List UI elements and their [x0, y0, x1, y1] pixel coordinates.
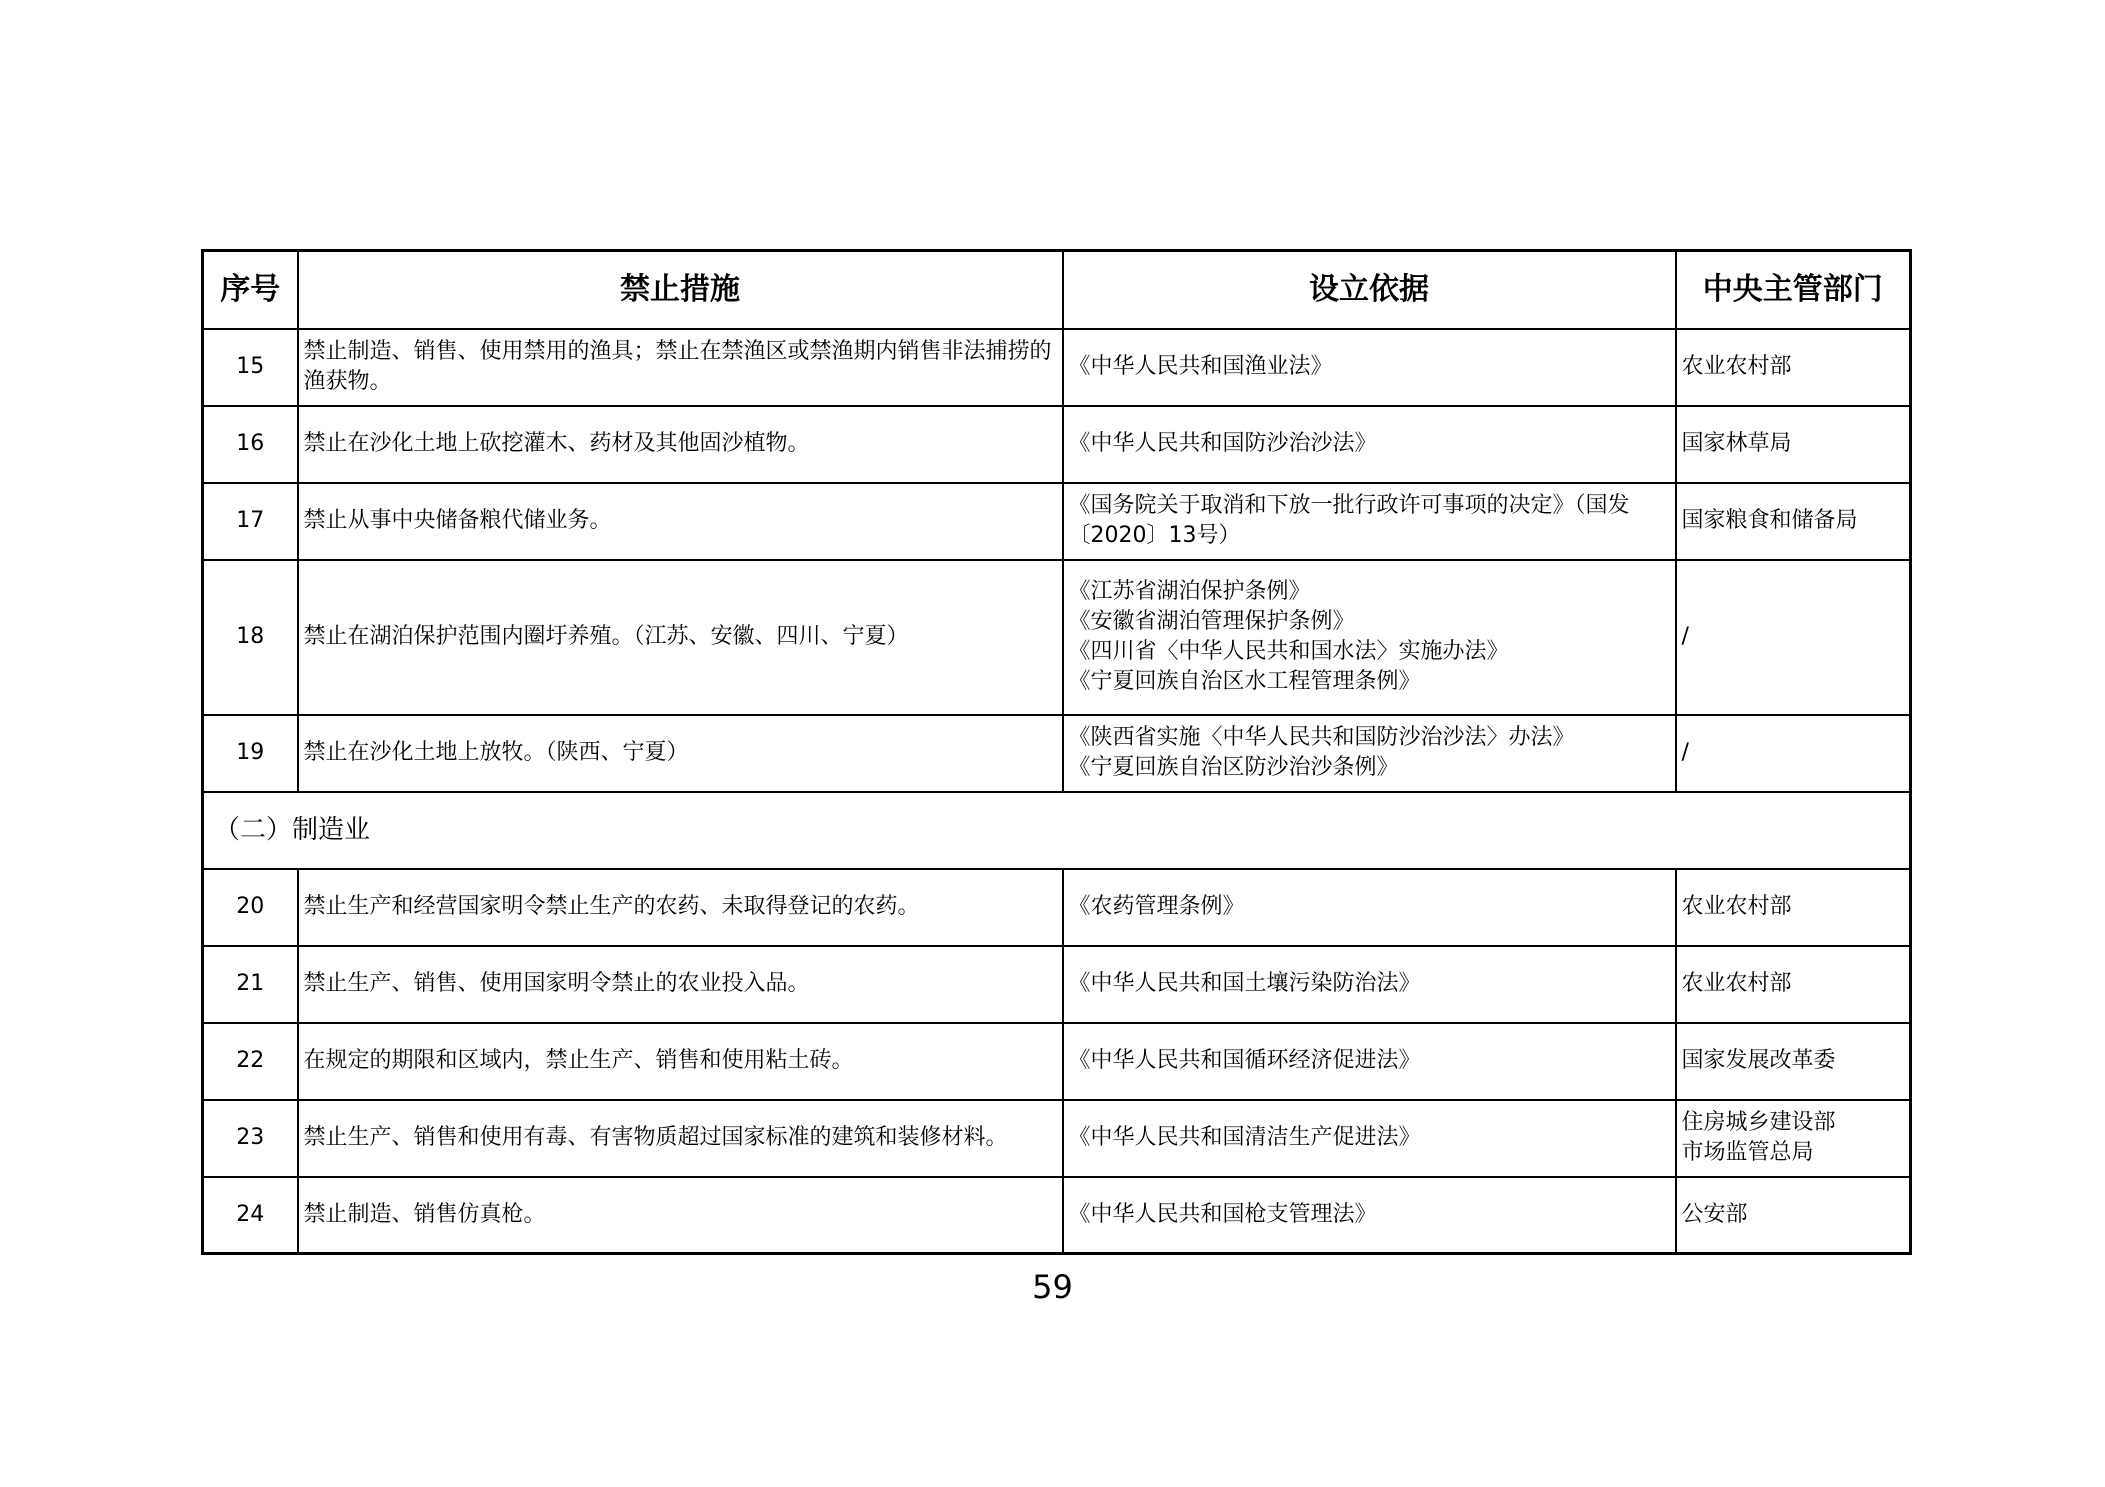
cell-serial-number: 23 [203, 1100, 298, 1177]
department-line: 国家林草局 [1681, 431, 1792, 456]
cell-serial-number: 20 [203, 869, 298, 946]
cell-central-department [1676, 1023, 1911, 1100]
section-title-manufacturing: （二）制造业 [203, 792, 1911, 869]
table-body-primary-industry [203, 329, 1911, 792]
legal-basis-line: 《宁夏回族自治区防沙治沙条例》 [1068, 755, 1399, 780]
cell-central-department [1676, 329, 1911, 406]
cell-serial-number: 21 [203, 946, 298, 1023]
department-line: 市场监管总局 [1681, 1140, 1814, 1165]
legal-basis-line: 《中华人民共和国清洁生产促进法》 [1068, 1125, 1421, 1150]
cell-legal-basis [1063, 1023, 1676, 1100]
legal-basis-line: 《四川省〈中华人民共和国水法〉实施办法》 [1068, 639, 1509, 664]
cell-legal-basis [1063, 406, 1676, 483]
table-header-row [203, 251, 1911, 329]
table-row [203, 1023, 1911, 1100]
header-prohibited-measure: 禁止措施 [298, 251, 1063, 329]
cell-central-department [1676, 715, 1911, 792]
cell-prohibited-measure: 禁止在湖泊保护范围内圈圩养殖。（江苏、安徽、四川、宁夏） [298, 560, 1063, 715]
legal-basis-line: 《宁夏回族自治区水工程管理条例》 [1068, 669, 1421, 694]
table-row [203, 483, 1911, 560]
cell-prohibited-measure: 禁止从事中央储备粮代储业务。 [298, 483, 1063, 560]
table-row [203, 329, 1911, 406]
header-central-department: 中央主管部门 [1676, 251, 1911, 329]
cell-prohibited-measure: 禁止在沙化土地上放牧。（陕西、宁夏） [298, 715, 1063, 792]
legal-basis-line: 《中华人民共和国循环经济促进法》 [1068, 1048, 1421, 1073]
cell-prohibited-measure: 禁止生产、销售、使用国家明令禁止的农业投入品。 [298, 946, 1063, 1023]
department-line: 农业农村部 [1681, 894, 1792, 919]
table-body-section [203, 792, 1911, 869]
table-row [203, 869, 1911, 946]
cell-prohibited-measure: 禁止生产和经营国家明令禁止生产的农药、未取得登记的农药。 [298, 869, 1063, 946]
cell-serial-number: 22 [203, 1023, 298, 1100]
regulation-table [201, 249, 1912, 1255]
cell-legal-basis [1063, 715, 1676, 792]
cell-prohibited-measure: 禁止制造、销售仿真枪。 [298, 1177, 1063, 1254]
department-line: 农业农村部 [1681, 971, 1792, 996]
legal-basis-line: 《中华人民共和国防沙治沙法》 [1068, 431, 1377, 456]
legal-basis-line: 《陕西省实施〈中华人民共和国防沙治沙法〉办法》 [1068, 725, 1575, 750]
cell-prohibited-measure: 禁止在沙化土地上砍挖灌木、药材及其他固沙植物。 [298, 406, 1063, 483]
department-line: 国家粮食和储备局 [1681, 508, 1858, 533]
department-line: / [1681, 624, 1689, 649]
cell-prohibited-measure: 禁止制造、销售、使用禁用的渔具；禁止在禁渔区或禁渔期内销售非法捕捞的渔获物。 [298, 329, 1063, 406]
cell-legal-basis [1063, 1177, 1676, 1254]
cell-legal-basis [1063, 946, 1676, 1023]
header-legal-basis: 设立依据 [1063, 251, 1676, 329]
table-row [203, 560, 1911, 715]
header-serial-number: 序号 [203, 251, 298, 329]
table-row [203, 1100, 1911, 1177]
cell-central-department [1676, 483, 1911, 560]
cell-legal-basis [1063, 560, 1676, 715]
section-row [203, 792, 1911, 869]
cell-serial-number: 18 [203, 560, 298, 715]
legal-basis-line: 《中华人民共和国枪支管理法》 [1068, 1201, 1377, 1227]
cell-serial-number: 19 [203, 715, 298, 792]
legal-basis-line: 《江苏省湖泊保护条例》 [1068, 579, 1311, 604]
department-line: / [1681, 740, 1689, 765]
page-number: 59 [1032, 1268, 1073, 1306]
department-line: 公安部 [1681, 1201, 1748, 1227]
department-line: 住房城乡建设部 [1681, 1110, 1836, 1135]
cell-serial-number: 16 [203, 406, 298, 483]
cell-central-department [1676, 869, 1911, 946]
cell-central-department [1676, 560, 1911, 715]
legal-basis-line: 《中华人民共和国渔业法》 [1068, 354, 1333, 379]
cell-legal-basis [1063, 329, 1676, 406]
legal-basis-line: 《国务院关于取消和下放一批行政许可事项的决定》（国发〔2020〕13号） [1068, 493, 1630, 548]
table-row [203, 1177, 1911, 1254]
cell-prohibited-measure: 在规定的期限和区域内，禁止生产、销售和使用粘土砖。 [298, 1023, 1063, 1100]
legal-basis-line: 《农药管理条例》 [1068, 894, 1245, 919]
cell-legal-basis [1063, 869, 1676, 946]
cell-serial-number: 15 [203, 329, 298, 406]
department-line: 国家发展改革委 [1681, 1048, 1836, 1073]
department-line: 农业农村部 [1681, 354, 1792, 379]
cell-legal-basis [1063, 1100, 1676, 1177]
cell-legal-basis [1063, 483, 1676, 560]
cell-central-department [1676, 406, 1911, 483]
table-row [203, 715, 1911, 792]
cell-central-department [1676, 1177, 1911, 1254]
table-body-manufacturing [203, 869, 1911, 1254]
legal-basis-line: 《中华人民共和国土壤污染防治法》 [1068, 971, 1421, 996]
cell-serial-number: 17 [203, 483, 298, 560]
cell-serial-number: 24 [203, 1177, 298, 1254]
legal-basis-line: 《安徽省湖泊管理保护条例》 [1068, 609, 1355, 634]
cell-prohibited-measure: 禁止生产、销售和使用有毒、有害物质超过国家标准的建筑和装修材料。 [298, 1100, 1063, 1177]
table-row [203, 946, 1911, 1023]
cell-central-department [1676, 946, 1911, 1023]
cell-central-department [1676, 1100, 1911, 1177]
table-row [203, 406, 1911, 483]
